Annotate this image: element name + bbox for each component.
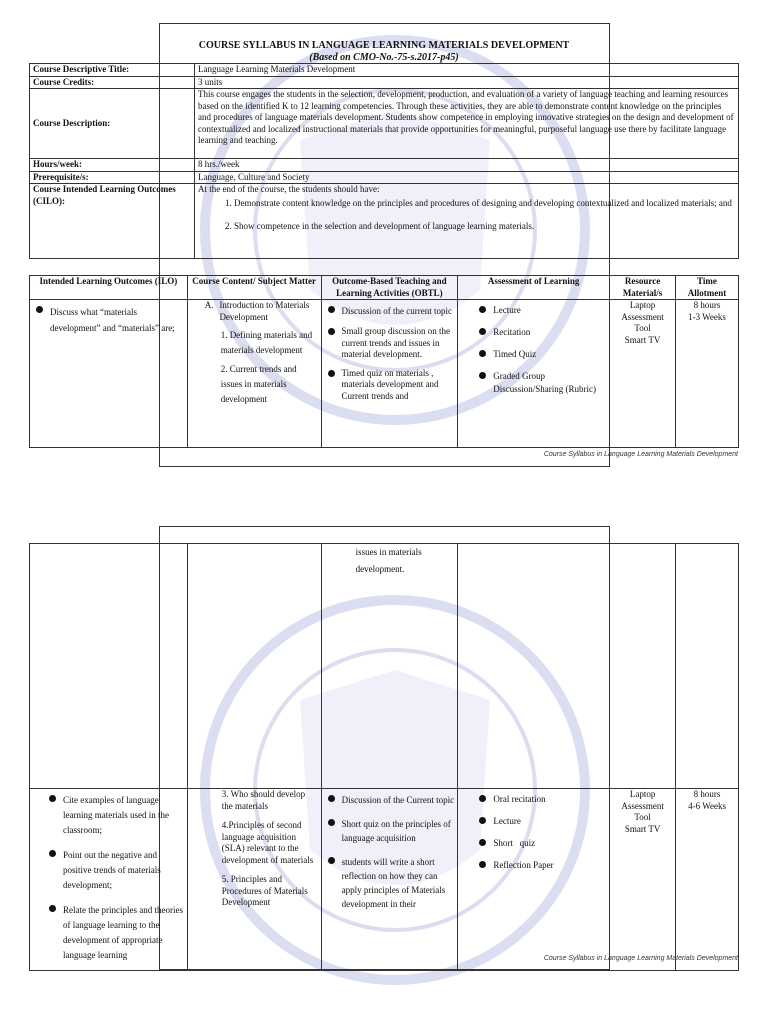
hours-value: 8 hrs./week [195,159,739,172]
row1-obtl [321,300,458,448]
time-hours: 8 hours [693,300,721,310]
header-content: Course Content/ Subject Matter [187,276,321,300]
course-info-table [29,63,739,259]
ilo-item: Relate the principles and theories of language learning to the development of appropriate language learning [46,903,184,963]
obtl-item: students will write a short reflection on how they can apply principles of Materials development in their [325,855,455,911]
resource-item: Smart TV [624,334,661,345]
header-resource: Resource Material/s [610,276,676,300]
ilo-item: Point out the negative and positive trends of materials development; [46,848,184,893]
row1-cont-content [187,544,321,789]
row1-assessment [458,300,610,448]
cilo-item: 1. Demonstrate content knowledge on the principles and procedures of designing and developing contextualized and localized materials; and [234,198,735,210]
header-obtl: Outcome-Based Teaching and Learning Activities (OBTL) [321,276,458,300]
description-value: This course engages the students in the selection, development, production, and evaluation of a variety of language teaching and learning resources based on the identified K to 12 learning competencies. Through these activities, they are able to demonstrate content knowledge on the principles and procedures of language materials development. Students show competence in employing innovative strategies on the design and development of contextualized and localized instructional materials that provide opportunities for meaningful, purposeful language use there by facilitate language learning and teaching. [195,89,739,159]
resource-item: Laptop [629,789,656,799]
row1-cont-ilo [30,544,188,789]
resource-item: Tool [634,323,651,333]
prereq-value: Language, Culture and Society [195,171,739,184]
cilo-label: Course Intended Learning Outcomes (CILO): [30,184,195,259]
content-item: 3. Who should develop the materials [221,789,306,811]
assessment-item: Reflection Paper [476,859,606,872]
credits-value: 3 units [195,76,739,89]
cilo-list [198,198,735,233]
assessment-item: Lecture [476,815,606,828]
content-item: 5. Principles and Procedures of Materials Development [221,874,308,907]
obtl-item: Short quiz on the principles of language acquisition [325,817,455,845]
obtl-continued: development. [355,564,405,574]
row2-assessment [458,789,610,971]
page2-footer: Course Syllabus in Language Learning Materials Development [543,955,738,962]
obtl-item: Discussion of the Current topic [325,793,455,807]
cilo-intro: At the end of the course, the students should have: [198,184,380,194]
assessment-item: Recitation [476,326,606,339]
resource-item: Smart TV [624,823,661,834]
title-subtitle: (Based on CMO-No.-75-s.2017-p45) [309,52,459,63]
assessment-item: Timed Quiz [476,348,606,361]
title-text: COURSE SYLLABUS IN LANGUAGE LEARNING MATERIALS DEVELOPMENT [198,40,570,51]
content-heading: Introduction to Materials Development [219,300,310,322]
obtl-item: Small group discussion on the current trends and issues in material development. [325,326,455,361]
resource-item: Tool [634,812,651,822]
content-item: 2. Current trends and issues in materials development [220,364,297,404]
row2-resources [610,789,676,971]
row1-ilo [30,300,188,448]
row2-obtl [321,789,458,971]
resource-item: Assessment [621,800,664,811]
row1-cont-time [676,544,739,789]
prereq-label: Prerequisite/s: [30,171,195,184]
time-hours: 8 hours [693,789,721,799]
ilo-item: Discuss what “materials development” and “materials” are; [33,304,184,336]
header-ilo: Intended Learning Outcomes (ILO) [30,276,188,300]
row1-cont-resources [610,544,676,789]
assessment-item: Graded Group Discussion/Sharing (Rubric) [476,370,606,396]
row1-time [676,300,739,448]
descriptive-title-label: Course Descriptive Title: [30,64,195,77]
obtl-item: Discussion of the current topic [325,304,455,319]
content-item: 1. Defining materials and materials development [220,330,313,355]
descriptive-title-value: Language Learning Materials Development [195,64,739,77]
row1-content [187,300,321,448]
time-weeks: 1-3 Weeks [688,311,726,322]
row1-resources [610,300,676,448]
time-weeks: 4-6 Weeks [688,800,726,811]
resource-item: Assessment [621,311,664,322]
row2-ilo [30,789,188,971]
assessment-item: Lecture [476,304,606,317]
resource-item: Laptop [629,300,656,310]
header-assessment: Assessment of Learning [458,276,610,300]
cilo-item: 2. Show competence in the selection and development of language learning materials. [234,221,735,233]
content-heading-marker: A. [204,300,214,310]
hours-label: Hours/week: [30,159,195,172]
row1-cont-obtl [321,544,458,789]
document-title [160,40,608,64]
description-label: Course Description: [30,89,195,159]
content-item: 4.Principles of second language acquisition (SLA) relevant to the development of materials [221,820,314,865]
page1-footer: Course Syllabus in Language Learning Materials Development [543,451,738,458]
cilo-cell [195,184,739,259]
syllabus-table-page1 [29,275,739,448]
syllabus-table-page2 [29,543,739,971]
header-time: Time Allotment [676,276,739,300]
obtl-item: Timed quiz on materials , materials development and Current trends and [325,368,455,403]
obtl-continued: issues in materials [355,547,422,557]
credits-label: Course Credits: [30,76,195,89]
row2-content [187,789,321,971]
assessment-item: Short quiz [476,837,606,850]
row1-cont-assessment [458,544,610,789]
ilo-item: Cite examples of language learning materials used in the classroom; [46,793,184,838]
row2-time [676,789,739,971]
assessment-item: Oral recitation [476,793,606,806]
